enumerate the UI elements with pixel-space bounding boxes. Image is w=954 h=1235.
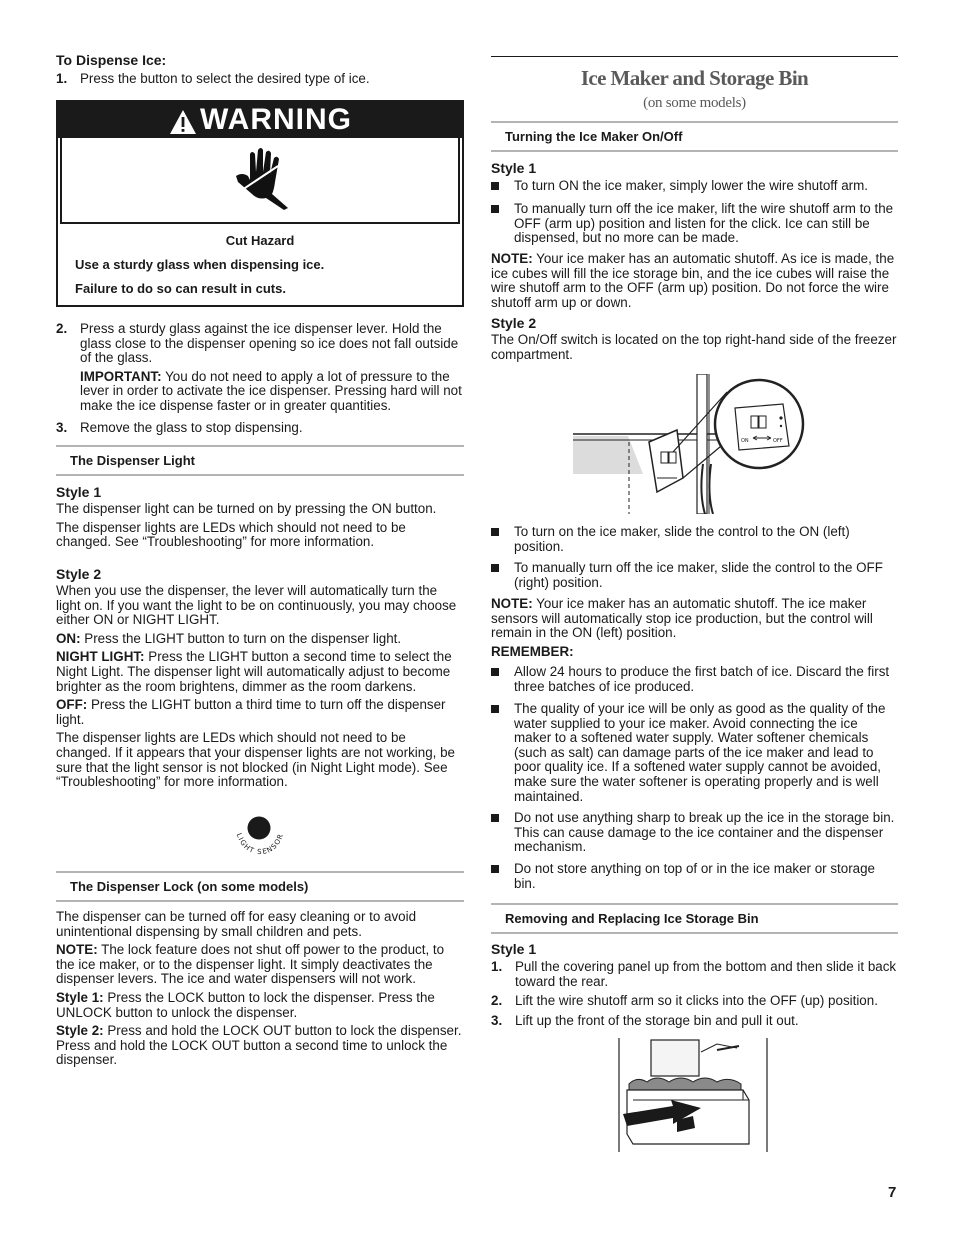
- step-1: [56, 72, 464, 87]
- note-label: NOTE:: [491, 596, 533, 611]
- bullet-item: [491, 179, 898, 194]
- light-style-1-body: [56, 502, 464, 550]
- on-off-switch-illustration: [573, 374, 817, 514]
- paragraph: The dispenser can be turned off for easy cleaning or to avoid unintentional dispensing by small children and pets.: [56, 909, 417, 939]
- off-text: Press the LIGHT button a third time to turn off the dispenser light.: [56, 697, 446, 727]
- warning-hazard-name: Cut Hazard: [225, 233, 295, 248]
- bullet-text: To turn ON the ice maker, simply lower the wire shutoff arm.: [514, 178, 868, 193]
- note-text: Your ice maker has an automatic shutoff. The ice maker sensors will automatically stop ice production, but the control will remain in the ON (left) position.: [491, 596, 873, 641]
- bullet-square-icon: [491, 865, 499, 873]
- bullet-square-icon: [491, 182, 499, 190]
- bullet-square-icon: [491, 814, 499, 822]
- bullet-item: [491, 561, 898, 590]
- warning-line-1: Use a sturdy glass when dispensing ice.: [75, 257, 325, 272]
- bullet-item: [491, 525, 898, 554]
- style-label: Style 2:: [56, 1023, 104, 1039]
- step-text: Lift up the front of the storage bin and pull it out.: [515, 1013, 799, 1028]
- warning-line-2: Failure to do so can result in cuts.: [75, 281, 286, 296]
- lock-style-1: [56, 991, 464, 1020]
- style-text: Press and hold the LOCK OUT button to lock the dispenser. Press and hold the LOCK OUT button a second time to unlock the dispenser.: [56, 1023, 462, 1068]
- important-note: [56, 370, 464, 414]
- step-text: Lift the wire shutoff arm so it clicks into the OFF (up) position.: [515, 993, 878, 1008]
- section-title: Removing and Replacing Ice Storage Bin: [505, 911, 759, 926]
- ice-maker-style-2-heading: Style 2: [491, 315, 537, 331]
- on-label: ON:: [56, 630, 81, 646]
- bullet-text: Do not store anything on top of or in the ice maker or storage bin.: [514, 861, 876, 891]
- style-2-description: The On/Off switch is located on the top right-hand side of the freezer compartment.: [491, 332, 897, 362]
- section-title: The Dispenser Lock (on some models): [70, 879, 309, 894]
- warning-title: WARNING: [200, 103, 352, 136]
- step-number: 1.: [56, 71, 68, 86]
- step-text: Press a sturdy glass against the ice dispenser lever. Hold the glass close to the dispenser opening so ice does not fall outside of the glass.: [80, 321, 459, 366]
- paragraph: The dispenser lights are LEDs which should not need to be changed. See “Troubleshooting” for more information.: [56, 519, 406, 550]
- top-rule: [491, 56, 898, 57]
- on-text: Press the LIGHT button to turn on the dispenser light.: [84, 630, 402, 646]
- light-style-2-body: [56, 584, 464, 790]
- bullet-item: [491, 702, 898, 804]
- lock-note: [56, 943, 464, 987]
- dispenser-lock-body: [56, 910, 464, 1068]
- ice-maker-style-1-heading: Style 1: [491, 160, 537, 176]
- note-text: The lock feature does not shut off power to the product, to the ice maker, or to the dispenser light. It simply deactivates the dispenser levers. The ice and water dispensers will not work.: [56, 942, 445, 987]
- paragraph: The dispenser lights are LEDs which should not need to be changed. If it appears that your dispenser lights are not working, be sure that the light sensor is not blocked (in Night Light mode). See “Troubleshooting” for more information.: [56, 730, 455, 790]
- section-bar-dispenser-light: [56, 445, 464, 476]
- bullet-square-icon: [491, 705, 499, 713]
- switch-on-label: ON: [741, 438, 749, 444]
- bullet-item: [491, 665, 898, 694]
- bullet-square-icon: [491, 564, 499, 572]
- bullet-square-icon: [491, 528, 499, 536]
- bullet-item: [491, 811, 898, 855]
- light-sensor-label: LIGHT SENSOR: [234, 831, 286, 857]
- note-text: Your ice maker has an automatic shutoff. As ice is made, the ice cubes will fill the ice storage bin, and the ice cubes will raise the wire shutoff arm to the OFF (arm up) position. Do not force the wire shutoff arm up or down.: [491, 251, 895, 310]
- note-label: NOTE:: [56, 942, 98, 958]
- bullet-square-icon: [491, 668, 499, 676]
- light-sensor-icon: [228, 814, 292, 862]
- paragraph: When you use the dispenser, the lever will automatically turn the light on. If you want the light to be on continuously, you may choose either ON or NIGHT LIGHT.: [56, 583, 457, 628]
- night-light-paragraph: [56, 650, 464, 694]
- important-label: IMPORTANT:: [80, 368, 162, 384]
- section-title: Turning the Ice Maker On/Off: [505, 129, 683, 144]
- bullet-item: [491, 202, 898, 246]
- note-label: NOTE:: [491, 251, 533, 266]
- section-subtitle: (on some models): [643, 95, 746, 111]
- section-bar-turning-on-off: [491, 121, 898, 152]
- step-number: 3.: [491, 1013, 503, 1028]
- step-number: 2.: [491, 993, 503, 1008]
- bullet-text: Allow 24 hours to produce the first batch of ice. Discard the first three batches of ice produced.: [514, 664, 890, 694]
- off-label: OFF:: [56, 697, 88, 713]
- light-style-2-heading: Style 2: [56, 566, 102, 582]
- style-2-note: [491, 597, 898, 641]
- bullet-text: To manually turn off the ice maker, slide the control to the OFF (right) position.: [514, 560, 883, 590]
- step-number: 1.: [491, 959, 503, 974]
- bullet-text: To manually turn off the ice maker, lift the wire shutoff arm to the OFF (arm up) position and listen for the click. Ice can still be dispensed, but no more can be made.: [514, 201, 894, 246]
- important-text: You do not need to apply a lot of pressure to the lever in order to activate the ice dispenser. Pressing hard will not make the ice dispense faster or in greater quantities.: [80, 368, 462, 413]
- step-2: [491, 994, 898, 1009]
- section-bar-dispenser-lock: [56, 871, 464, 902]
- section-title: The Dispenser Light: [70, 453, 195, 468]
- step-number: 3.: [56, 420, 68, 435]
- storage-bin-illustration: [617, 1038, 777, 1152]
- light-style-1-heading: Style 1: [56, 484, 102, 500]
- warning-header: [58, 102, 462, 138]
- step-text: Press the button to select the desired type of ice.: [80, 71, 370, 86]
- bullet-text: To turn on the ice maker, slide the control to the ON (left) position.: [514, 524, 850, 554]
- dispense-ice-heading: To Dispense Ice:: [56, 52, 167, 68]
- warning-box: [56, 100, 464, 307]
- on-paragraph: [56, 632, 464, 647]
- step-3: [491, 1014, 898, 1029]
- bullet-text: The quality of your ice will be only as good as the quality of the water supplied to your ice maker. Avoid connecting the ice maker to a softened water supply. Water softener chemicals (such as salt) can damage parts of the ice maker and lead to poor quality ice. If a softened water supply cannot be avoided, make sure the water softener is operating properly and is well maintained.: [514, 701, 886, 804]
- paragraph: The dispenser light can be turned on by pressing the ON button.: [56, 501, 437, 516]
- warning-triangle-icon: [168, 108, 198, 136]
- remember-heading: REMEMBER:: [491, 644, 574, 659]
- bullet-square-icon: [491, 205, 499, 213]
- storage-bin-style-1-heading: Style 1: [491, 941, 537, 957]
- section-bar-storage-bin: [491, 903, 898, 934]
- lock-style-2: [56, 1024, 464, 1068]
- cut-hand-icon: [228, 146, 294, 212]
- step-3: [56, 421, 464, 436]
- step-text: Pull the covering panel up from the bottom and then slide it back toward the rear.: [515, 959, 897, 989]
- bullet-text: Do not use anything sharp to break up the ice in the storage bin. This can cause damage to the ice container and the dispenser mechanism.: [514, 810, 895, 855]
- page-number: 7: [888, 1184, 897, 1201]
- night-light-label: NIGHT LIGHT:: [56, 649, 145, 665]
- style-text: Press the LOCK button to lock the dispenser. Press the UNLOCK button to unlock the dispenser.: [56, 989, 435, 1020]
- step-number: 2.: [56, 321, 68, 336]
- step-2: [56, 322, 464, 414]
- bullet-item: [491, 862, 898, 891]
- style-label: Style 1:: [56, 989, 104, 1005]
- off-paragraph: [56, 698, 464, 727]
- style-1-note: [491, 252, 898, 310]
- switch-off-label: OFF: [773, 438, 783, 444]
- section-title: Ice Maker and Storage Bin: [580, 66, 809, 90]
- step-1: [491, 960, 898, 989]
- step-text: Remove the glass to stop dispensing.: [80, 420, 303, 435]
- warning-pictogram-area: [60, 138, 460, 224]
- night-light-text: Press the LIGHT button a second time to select the Night Light. The dispenser light will automatically adjust to become brighter as the room brightens, dimmer as the room darkens.: [56, 649, 452, 694]
